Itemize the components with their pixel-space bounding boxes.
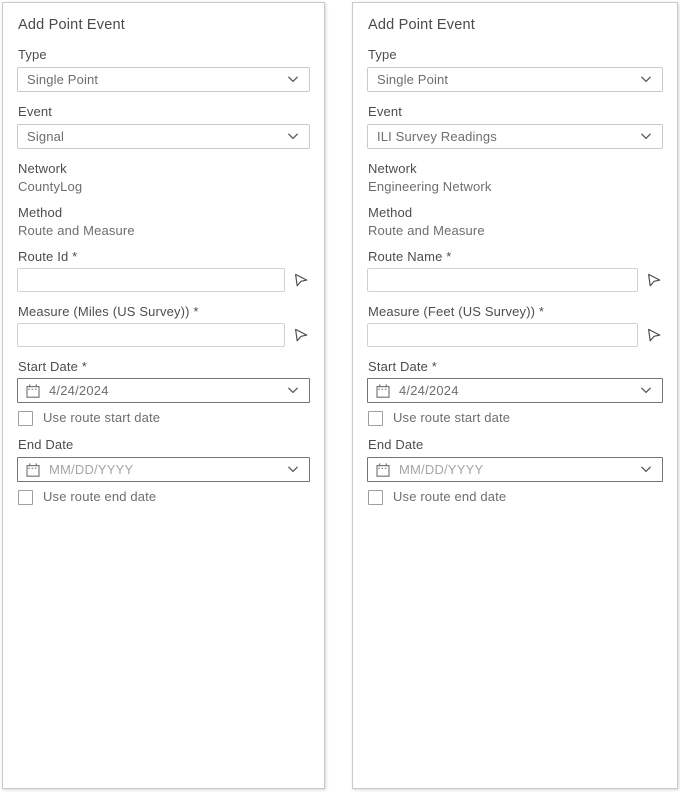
event-select-value: ILI Survey Readings: [377, 129, 497, 144]
map-pointer-icon: [293, 327, 309, 343]
type-select-value: Single Point: [27, 72, 99, 87]
end-date-input[interactable]: [399, 462, 638, 477]
method-label: Method: [18, 205, 63, 220]
chevron-down-icon: [285, 129, 301, 144]
end-date-label: End Date: [18, 437, 74, 452]
type-select[interactable]: [17, 67, 310, 92]
select-measure-on-map-button[interactable]: [292, 326, 310, 344]
use-route-start-date-label: Use route start date: [43, 410, 161, 425]
type-select-value: Single Point: [377, 72, 449, 87]
use-route-end-date-row: [368, 489, 663, 505]
network-label: Network: [18, 161, 67, 176]
measure-label: Measure (Feet (US Survey)) *: [368, 304, 545, 319]
use-route-start-date-label: Use route start date: [393, 410, 511, 425]
measure-input[interactable]: [367, 323, 638, 347]
panel-title: Add Point Event: [368, 17, 475, 33]
route-id-label: Route Id *: [18, 249, 78, 264]
measure-row: [367, 323, 663, 347]
route-id-row: [17, 268, 310, 292]
add-point-event-panel-left: [2, 2, 325, 789]
map-pointer-icon: [646, 327, 662, 343]
select-measure-on-map-button[interactable]: [645, 326, 663, 344]
start-date-picker[interactable]: [367, 378, 663, 403]
method-label: Method: [368, 205, 413, 220]
start-date-input[interactable]: [399, 383, 638, 398]
method-value: Route and Measure: [368, 223, 485, 238]
measure-row: [17, 323, 310, 347]
event-label: Event: [368, 104, 402, 119]
use-route-end-date-label: Use route end date: [393, 489, 507, 504]
use-route-start-date-row: [18, 410, 310, 426]
type-label: Type: [18, 47, 47, 62]
use-route-end-date-label: Use route end date: [43, 489, 157, 504]
event-select[interactable]: [17, 124, 310, 149]
end-date-picker[interactable]: [17, 457, 310, 482]
type-label: Type: [368, 47, 397, 62]
use-route-start-date-checkbox[interactable]: [18, 411, 33, 426]
start-date-label: Start Date *: [18, 359, 87, 374]
map-pointer-icon: [293, 272, 309, 288]
chevron-down-icon: [638, 383, 654, 398]
end-date-label: End Date: [368, 437, 424, 452]
chevron-down-icon: [638, 462, 654, 477]
route-id-input[interactable]: [17, 268, 285, 292]
calendar-icon: [25, 462, 41, 478]
start-date-label: Start Date *: [368, 359, 437, 374]
route-name-row: [367, 268, 663, 292]
panel-title: Add Point Event: [18, 17, 125, 33]
use-route-start-date-row: [368, 410, 663, 426]
map-pointer-icon: [646, 272, 662, 288]
chevron-down-icon: [285, 383, 301, 398]
start-date-input[interactable]: [49, 383, 285, 398]
start-date-picker[interactable]: [17, 378, 310, 403]
event-label: Event: [18, 104, 52, 119]
use-route-end-date-checkbox[interactable]: [18, 490, 33, 505]
use-route-end-date-row: [18, 489, 310, 505]
add-point-event-panel-right: [352, 2, 678, 789]
use-route-start-date-checkbox[interactable]: [368, 411, 383, 426]
chevron-down-icon: [285, 72, 301, 87]
calendar-icon: [375, 462, 391, 478]
event-select[interactable]: [367, 124, 663, 149]
network-label: Network: [368, 161, 417, 176]
network-value: CountyLog: [18, 179, 83, 194]
chevron-down-icon: [638, 129, 654, 144]
route-name-input[interactable]: [367, 268, 638, 292]
end-date-input[interactable]: [49, 462, 285, 477]
use-route-end-date-checkbox[interactable]: [368, 490, 383, 505]
chevron-down-icon: [285, 462, 301, 477]
route-name-label: Route Name *: [368, 249, 452, 264]
select-route-on-map-button[interactable]: [292, 271, 310, 289]
calendar-icon: [375, 383, 391, 399]
end-date-picker[interactable]: [367, 457, 663, 482]
measure-input[interactable]: [17, 323, 285, 347]
select-route-on-map-button[interactable]: [645, 271, 663, 289]
calendar-icon: [25, 383, 41, 399]
type-select[interactable]: [367, 67, 663, 92]
chevron-down-icon: [638, 72, 654, 87]
network-value: Engineering Network: [368, 179, 492, 194]
event-select-value: Signal: [27, 129, 65, 144]
measure-label: Measure (Miles (US Survey)) *: [18, 304, 199, 319]
method-value: Route and Measure: [18, 223, 135, 238]
